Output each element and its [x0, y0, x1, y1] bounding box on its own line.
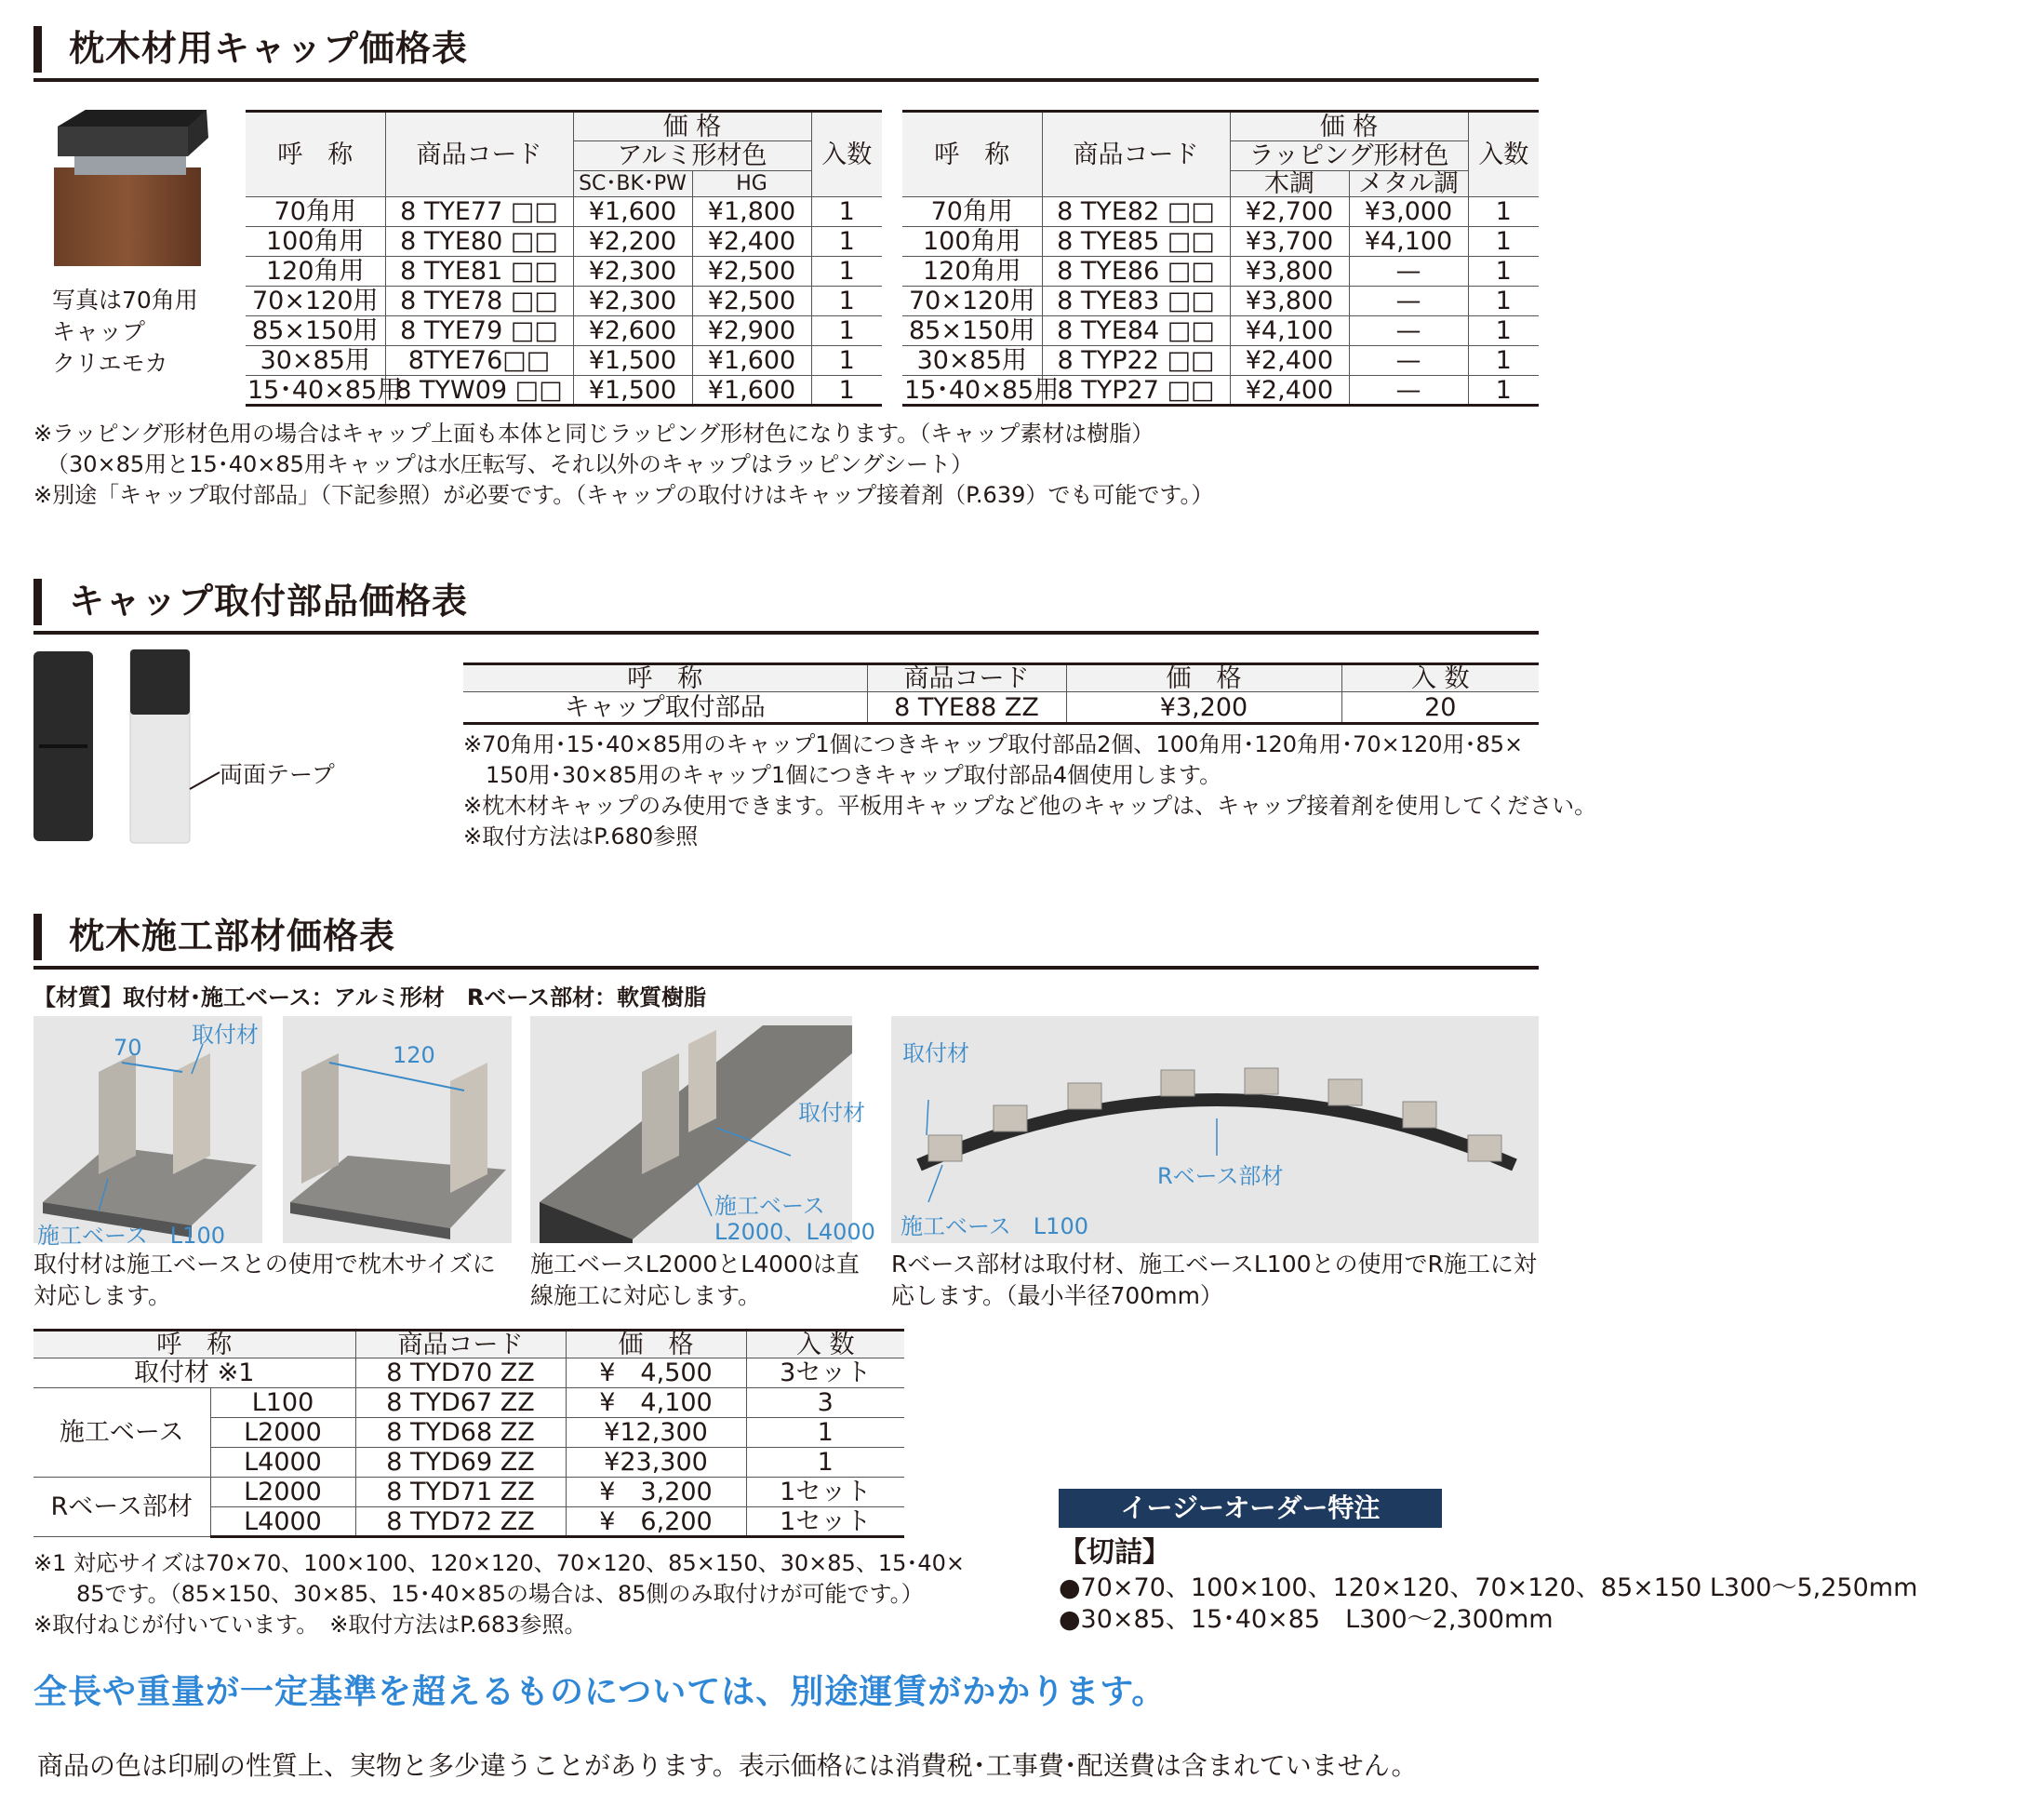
tape-label: 両面テープ	[220, 761, 335, 788]
cell-price-2: ¥2,900	[692, 316, 811, 346]
cell-qty: 20	[1341, 692, 1539, 724]
cap-price-table-aluminum	[246, 110, 882, 407]
cell-qty: 1	[811, 316, 882, 346]
cell-price: ¥ 3,200	[566, 1478, 746, 1507]
photo-caption-3: クリエモカ	[52, 350, 168, 377]
col-header-code: 商品コード	[1042, 112, 1230, 197]
note: ※別途「キャップ取付部品」（下記参照）が必要です。（キャップの取付けはキャップ接着剤（P.639）でも可能です。）	[33, 482, 1214, 508]
cap-price-table-wrapping	[902, 110, 1539, 407]
section-title: 枕木施工部材価格表	[69, 916, 396, 957]
cap-parts-price-table	[463, 662, 1539, 725]
section-title: キャップ取付部品価格表	[69, 581, 469, 622]
section-heading-cap-parts	[33, 577, 1539, 635]
cell-qty: 3	[746, 1388, 904, 1418]
cell-price-1: ¥1,600	[573, 197, 692, 227]
col-header-qty: 入 数	[1341, 664, 1539, 692]
cell-qty: 1	[811, 257, 882, 287]
col-header-color-1: SC･BK･PW	[573, 171, 692, 197]
dim-label: 120	[393, 1042, 435, 1068]
construction-price-table	[33, 1329, 904, 1538]
cell-code: 8 TYE83 □□	[1042, 287, 1230, 316]
cell-qty: 1	[1468, 316, 1539, 346]
col-header-name: 呼 称	[33, 1331, 355, 1358]
col-header-color-2: HG	[692, 171, 811, 197]
cell-name: 120角用	[902, 257, 1042, 287]
label-mount: 取付材	[192, 1022, 259, 1048]
note: ※取付ねじが付いています。 ※取付方法はP.683参照。	[33, 1612, 587, 1638]
cell-qty: 1	[811, 197, 882, 227]
cell-qty: 1	[811, 376, 882, 406]
cell-price-1: ¥1,500	[573, 346, 692, 376]
cell-name: 70×120用	[902, 287, 1042, 316]
table-row	[902, 287, 1539, 316]
cell-name: 85×150用	[246, 316, 385, 346]
cell-price-1: ¥2,300	[573, 257, 692, 287]
cell-qty: 1	[1468, 257, 1539, 287]
table-row	[246, 227, 882, 257]
cell-name: 85×150用	[902, 316, 1042, 346]
cell-price-2: ¥2,500	[692, 257, 811, 287]
cell-code: 8 TYE80 □□	[385, 227, 573, 257]
label-mount: 取付材	[798, 1100, 865, 1126]
cell-price-1: ¥3,800	[1230, 287, 1349, 316]
cell-code: 8 TYD72 ZZ	[355, 1507, 566, 1537]
table-row	[902, 197, 1539, 227]
note: ※70角用･15･40×85用のキャップ1個につきキャップ取付部品2個、100角用･120角用･70×120用･85×	[463, 731, 1524, 757]
cell-qty: 1セット	[746, 1478, 904, 1507]
note: 150用･30×85用のキャップ1個につきキャップ取付部品4個使用します。	[486, 762, 1222, 788]
cell-code: 8 TYE84 □□	[1042, 316, 1230, 346]
table-row	[246, 257, 882, 287]
cell-qty: 1	[811, 227, 882, 257]
cell-qty: 1	[746, 1418, 904, 1448]
cell-price-1: ¥2,400	[1230, 346, 1349, 376]
section-heading-cap	[33, 24, 1539, 82]
col-header-color: アルミ形材色	[573, 141, 811, 171]
cell-qty: 1	[811, 287, 882, 316]
group-name: Rベース部材	[33, 1478, 210, 1537]
note: 85です。（85×150、30×85、15･40×85の場合は、85側のみ取付けが可能です。）	[76, 1581, 924, 1607]
cell-sub: L4000	[210, 1448, 355, 1478]
col-header-name: 呼 称	[902, 112, 1042, 197]
cell-price-1: ¥2,400	[1230, 376, 1349, 406]
cell-code: 8 TYP22 □□	[1042, 346, 1230, 376]
table-row	[902, 376, 1539, 406]
cell-qty: 1	[1468, 197, 1539, 227]
cell-name: 70角用	[902, 197, 1042, 227]
heading-bar	[33, 26, 42, 73]
label-base: 施工ベース L100	[37, 1223, 225, 1249]
cell-price-2: ¥2,400	[692, 227, 811, 257]
col-header-code: 商品コード	[867, 664, 1066, 692]
cell-code: 8 TYP27 □□	[1042, 376, 1230, 406]
table-row	[902, 346, 1539, 376]
easy-order-line: ●70×70、100×100、120×120、70×120、85×150 L300〜5,250mm	[1059, 1573, 1918, 1602]
table-row	[246, 287, 882, 316]
footer-disclaimer: 商品の色は印刷の性質上、実物と多少違うことがあります。表示価格には消費税･工事費･配送費は含まれていません。	[37, 1750, 1418, 1781]
col-header-price: 価 格	[1230, 112, 1468, 141]
col-header-code: 商品コード	[385, 112, 573, 197]
cell-price: ¥23,300	[566, 1448, 746, 1478]
cell-qty: 1	[1468, 376, 1539, 406]
cap-mount-parts-photo	[33, 649, 294, 845]
note: ※枕木材キャップのみ使用できます。平板用キャップなど他のキャップは、キャップ接着剤を使用してください。	[463, 793, 1597, 819]
cell-price-2: —	[1349, 376, 1468, 406]
col-header-price: 価 格	[573, 112, 811, 141]
cell-price: ¥ 4,100	[566, 1388, 746, 1418]
cell-name: 70×120用	[246, 287, 385, 316]
cell-price-1: ¥3,700	[1230, 227, 1349, 257]
label-mount: 取付材	[902, 1040, 969, 1066]
cell-price: ¥3,200	[1066, 692, 1341, 724]
col-header-code: 商品コード	[355, 1331, 566, 1358]
section-title: 枕木材用キャップ価格表	[69, 28, 469, 69]
table-row	[463, 692, 1539, 724]
cell-price: ¥12,300	[566, 1418, 746, 1448]
note: ※ラッピング形材色用の場合はキャップ上面も本体と同じラッピング形材色になります。（キャップ素材は樹脂）	[33, 421, 1154, 447]
photo-caption: Rベース部材は取付材、施工ベースL100との使用でR施工に対	[891, 1251, 1537, 1278]
cell-price-2: —	[1349, 257, 1468, 287]
cap-product-photo	[48, 110, 216, 268]
cell-code: 8 TYD71 ZZ	[355, 1478, 566, 1507]
cell-name: 30×85用	[246, 346, 385, 376]
col-header-name: 呼 称	[463, 664, 867, 692]
cell-price-1: ¥2,200	[573, 227, 692, 257]
material-spec: 【材質】取付材･施工ベース：アルミ形材 Rベース部材：軟質樹脂	[33, 984, 707, 1010]
label-base-lengths: L2000、L4000	[714, 1219, 875, 1245]
dim-label: 70	[113, 1035, 142, 1061]
cell-name: 120角用	[246, 257, 385, 287]
photo-caption-1: 写真は70角用	[52, 287, 198, 314]
table-row	[33, 1388, 904, 1418]
heading-bar	[33, 579, 42, 625]
cell-price-1: ¥2,300	[573, 287, 692, 316]
photo-caption: 施工ベースL2000とL4000は直	[530, 1251, 860, 1278]
cell-code: 8 TYD69 ZZ	[355, 1448, 566, 1478]
table-row	[246, 376, 882, 406]
cell-price-1: ¥2,700	[1230, 197, 1349, 227]
cell-code: 8 TYE85 □□	[1042, 227, 1230, 257]
cell-price: ¥ 4,500	[566, 1358, 746, 1388]
cell-price-2: ¥3,000	[1349, 197, 1468, 227]
cell-qty: 1	[811, 346, 882, 376]
easy-order-heading: 【切詰】	[1059, 1536, 1170, 1569]
cell-code: 8 TYE79 □□	[385, 316, 573, 346]
table-row	[33, 1478, 904, 1507]
cell-price: ¥ 6,200	[566, 1507, 746, 1537]
cell-price-2: —	[1349, 346, 1468, 376]
cell-price-2: ¥1,800	[692, 197, 811, 227]
photo-caption: 応します。（最小半径700mm）	[891, 1282, 1223, 1309]
photo-caption-2: キャップ	[52, 318, 146, 345]
label-base: 施工ベース L100	[901, 1213, 1088, 1239]
cell-code: 8TYE76□□	[385, 346, 573, 376]
cell-price-1: ¥3,800	[1230, 257, 1349, 287]
cell-name: 100角用	[902, 227, 1042, 257]
col-header-name: 呼 称	[246, 112, 385, 197]
cell-price-2: —	[1349, 316, 1468, 346]
cell-price-2: ¥1,600	[692, 376, 811, 406]
cell-sub: L2000	[210, 1478, 355, 1507]
cell-price-1: ¥2,600	[573, 316, 692, 346]
cell-code: 8 TYE77 □□	[385, 197, 573, 227]
cell-name: キャップ取付部品	[463, 692, 867, 724]
cell-qty: 1	[1468, 227, 1539, 257]
cell-name: 70角用	[246, 197, 385, 227]
cell-name: 取付材 ※1	[33, 1358, 355, 1388]
cell-code: 8 TYW09 □□	[385, 376, 573, 406]
col-header-color-2: メタル調	[1349, 171, 1468, 197]
cell-name: 15･40×85用	[904, 375, 1060, 405]
cell-code: 8 TYE81 □□	[385, 257, 573, 287]
col-header-qty: 入 数	[746, 1331, 904, 1358]
label-base: 施工ベース	[714, 1193, 825, 1219]
table-row	[33, 1358, 904, 1388]
group-name: 施工ベース	[33, 1388, 210, 1478]
table-row	[246, 197, 882, 227]
photo-caption: 線施工に対応します。	[530, 1282, 762, 1309]
cell-code: 8 TYE86 □□	[1042, 257, 1230, 287]
cell-price-2: —	[1349, 287, 1468, 316]
cell-name: 30×85用	[902, 346, 1042, 376]
col-header-price: 価 格	[1066, 664, 1341, 692]
cell-price-2: ¥4,100	[1349, 227, 1468, 257]
section-heading-construction	[33, 912, 1539, 970]
cell-sub: L4000	[210, 1507, 355, 1537]
easy-order-badge: イージーオーダー特注	[1059, 1489, 1442, 1528]
cell-code: 8 TYE78 □□	[385, 287, 573, 316]
cell-qty: 1セット	[746, 1507, 904, 1537]
photo-mount-70	[33, 1016, 262, 1243]
heading-bar	[33, 914, 42, 960]
shipping-notice: 全長や重量が一定基準を超えるものについては、別途運賃がかかります。	[33, 1673, 1167, 1711]
easy-order-line: ●30×85、15･40×85 L300〜2,300mm	[1059, 1605, 1554, 1634]
cell-code: 8 TYE88 ZZ	[867, 692, 1066, 724]
col-header-color: ラッピング形材色	[1230, 141, 1468, 171]
col-header-qty: 入数	[1468, 112, 1539, 197]
mount-illustration	[33, 1016, 262, 1243]
note: ※取付方法はP.680参照	[463, 823, 699, 850]
cell-price-2: ¥2,500	[692, 287, 811, 316]
cell-sub: L100	[210, 1388, 355, 1418]
cell-code: 8 TYD70 ZZ	[355, 1358, 566, 1388]
label-r-base: Rベース部材	[1157, 1163, 1284, 1189]
cell-qty: 1	[1468, 346, 1539, 376]
table-row	[246, 346, 882, 376]
cell-code: 8 TYD68 ZZ	[355, 1418, 566, 1448]
photo-caption: 取付材は施工ベースとの使用で枕木サイズに	[33, 1251, 496, 1278]
photo-caption: 対応します。	[33, 1282, 172, 1309]
col-header-color-1: 木調	[1230, 171, 1349, 197]
cell-name: 15･40×85用	[247, 375, 403, 405]
cell-name: 100角用	[246, 227, 385, 257]
cell-price-1: ¥4,100	[1230, 316, 1349, 346]
cell-sub: L2000	[210, 1418, 355, 1448]
table-row	[902, 227, 1539, 257]
note: （30×85用と15･40×85用キャップは水圧転写、それ以外のキャップはラッピングシート）	[47, 451, 973, 477]
cell-qty: 1	[746, 1448, 904, 1478]
cell-qty: 3セット	[746, 1358, 904, 1388]
note: ※1 対応サイズは70×70、100×100、120×120、70×120、85×150、30×85、15･40×	[33, 1550, 966, 1576]
cell-qty: 1	[1468, 287, 1539, 316]
table-row	[902, 316, 1539, 346]
cell-code: 8 TYE82 □□	[1042, 197, 1230, 227]
col-header-qty: 入数	[811, 112, 882, 197]
table-row	[246, 316, 882, 346]
table-row	[902, 257, 1539, 287]
cell-code: 8 TYD67 ZZ	[355, 1388, 566, 1418]
cell-price-1: ¥1,500	[573, 376, 692, 406]
col-header-price: 価 格	[566, 1331, 746, 1358]
cell-price-2: ¥1,600	[692, 346, 811, 376]
